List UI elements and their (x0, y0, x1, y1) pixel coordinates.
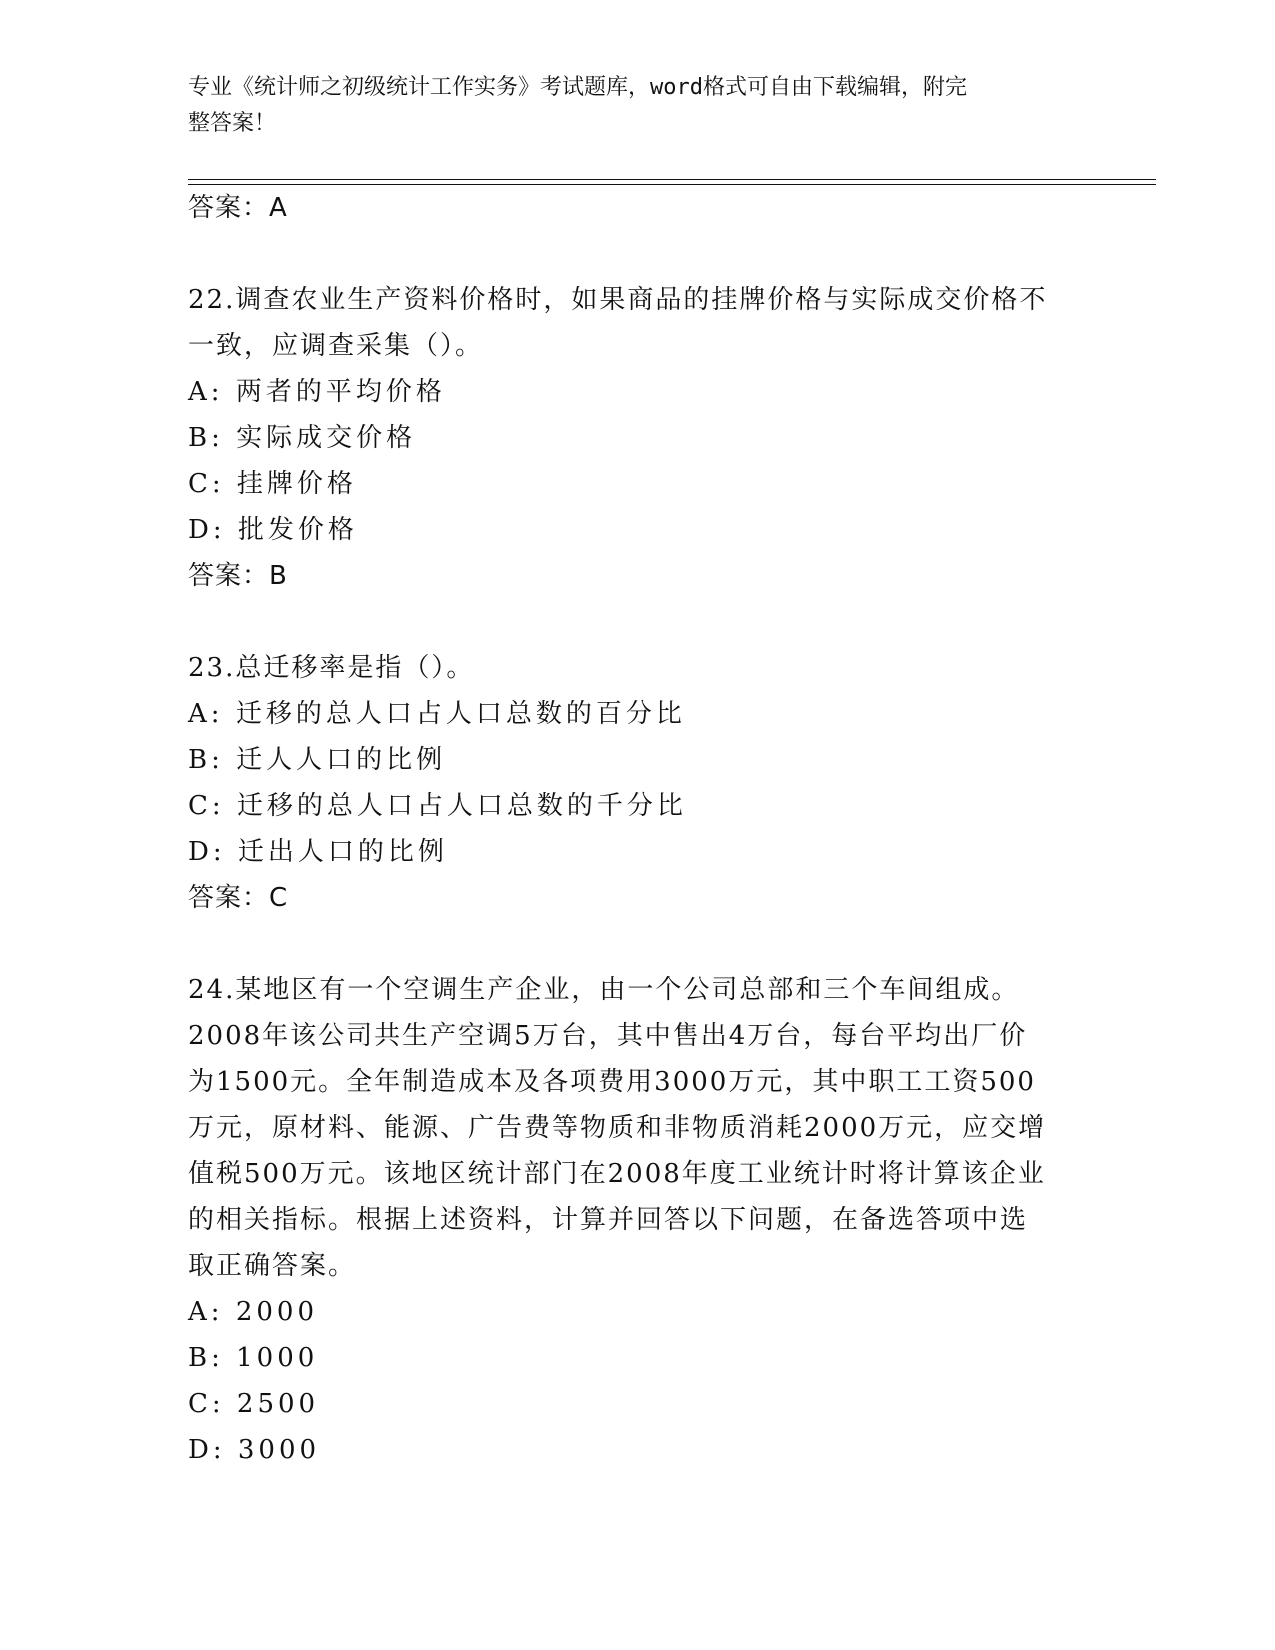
answer-label: 答案： (188, 561, 270, 591)
option-text: 两者的平均价格 (235, 377, 446, 407)
spacer (188, 599, 1088, 645)
question-line: 23.总迁移率是指（）。 (188, 653, 475, 683)
document-body (188, 185, 1088, 1473)
option-label: D: (188, 1435, 226, 1465)
question-24 (188, 967, 1088, 1473)
option-label: D: (188, 515, 226, 545)
question-22 (188, 277, 1088, 599)
header-line-1: 专业《统计师之初级统计工作实务》考试题库，word格式可自由下载编辑，附完 (188, 75, 967, 100)
option-label: B: (188, 423, 224, 453)
question-line: 取正确答案。 (188, 1251, 357, 1281)
option-text: 迁出人口的比例 (237, 837, 448, 867)
header-line-2: 整答案！ (188, 111, 277, 136)
option-text: 实际成交价格 (236, 423, 417, 453)
question-line: 值税500万元。该地区统计部门在2008年度工业统计时将计算该企业 (188, 1159, 1046, 1189)
option-text: 2500 (236, 1389, 320, 1419)
answer-label: 答案： (188, 883, 270, 913)
question-line: 一致，应调查采集（）。 (188, 331, 484, 361)
option-b (188, 737, 1088, 783)
option-a (188, 1289, 1088, 1335)
question-line: 万元，原材料、能源、广告费等物质和非物质消耗2000万元，应交增 (188, 1113, 1047, 1143)
option-text: 批发价格 (237, 515, 358, 545)
document-header (188, 70, 1088, 142)
option-a (188, 369, 1088, 415)
answer-value: A (269, 193, 288, 223)
option-text: 3000 (237, 1435, 321, 1465)
option-d (188, 829, 1088, 875)
answer-21 (188, 185, 1088, 231)
option-a (188, 691, 1088, 737)
option-label: A: (188, 377, 224, 407)
option-label: D: (188, 837, 226, 867)
question-text (188, 277, 1088, 369)
header-rule-top (188, 179, 1156, 180)
question-text (188, 645, 1088, 691)
question-line: 24.某地区有一个空调生产企业，由一个公司总部和三个车间组成。 (188, 975, 1020, 1005)
option-d (188, 507, 1088, 553)
answer-value: C (269, 883, 289, 913)
option-label: C: (188, 791, 225, 821)
option-label: C: (188, 469, 225, 499)
answer-22 (188, 553, 1088, 599)
question-line: 2008年该公司共生产空调5万台，其中售出4万台，每台平均出厂价 (188, 1021, 1028, 1051)
option-text: 挂牌价格 (236, 469, 357, 499)
option-label: A: (188, 699, 224, 729)
answer-value: B (269, 561, 288, 591)
answer-label: 答案： (188, 193, 270, 223)
spacer (188, 231, 1088, 277)
option-label: B: (188, 745, 224, 775)
option-c (188, 461, 1088, 507)
option-d (188, 1427, 1088, 1473)
answer-23 (188, 875, 1088, 921)
question-23 (188, 645, 1088, 921)
spacer (188, 921, 1088, 967)
option-text: 迁人人口的比例 (236, 745, 447, 775)
option-b (188, 1335, 1088, 1381)
option-text: 1000 (236, 1343, 319, 1373)
option-text: 迁移的总人口占人口总数的千分比 (236, 791, 687, 821)
question-line: 22.调查农业生产资料价格时，如果商品的挂牌价格与实际成交价格不 (188, 285, 1048, 315)
option-label: C: (188, 1389, 225, 1419)
option-c (188, 783, 1088, 829)
option-text: 迁移的总人口占人口总数的百分比 (235, 699, 686, 729)
option-b (188, 415, 1088, 461)
option-text: 2000 (235, 1297, 318, 1327)
question-text (188, 967, 1088, 1289)
question-line: 的相关指标。根据上述资料，计算并回答以下问题，在备选答项中选 (188, 1205, 1029, 1235)
option-label: B: (188, 1343, 224, 1373)
option-c (188, 1381, 1088, 1427)
option-label: A: (188, 1297, 224, 1327)
question-line: 为1500元。全年制造成本及各项费用3000万元，其中职工工资500 (188, 1067, 1036, 1097)
